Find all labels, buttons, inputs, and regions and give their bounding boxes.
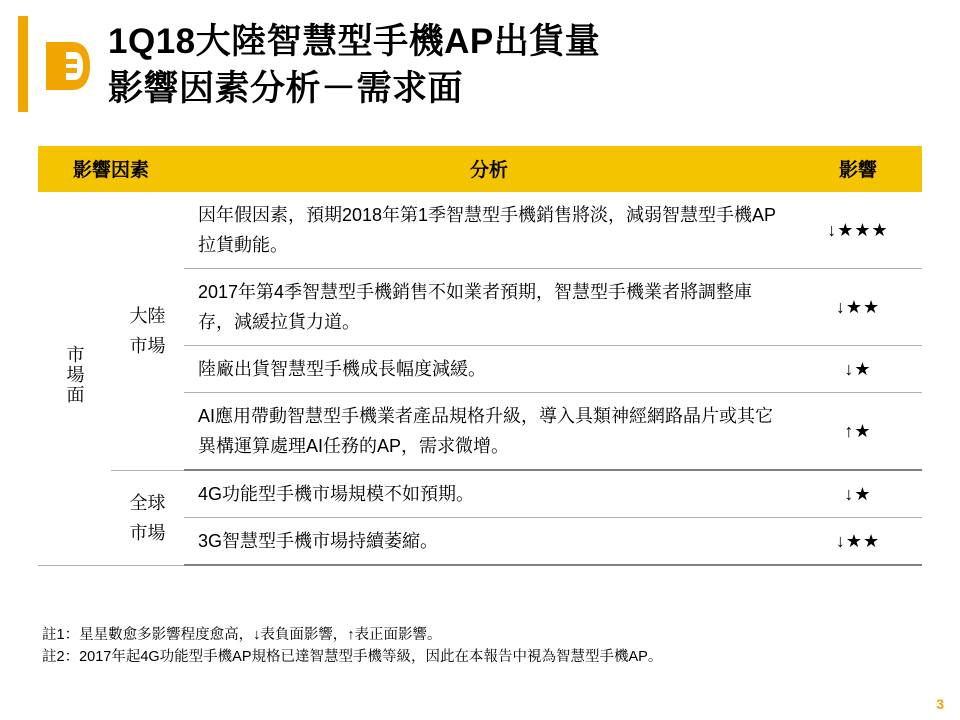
table-header-row bbox=[38, 146, 922, 192]
footnote-2: 註2：2017年起4G功能型手機AP規格已達智慧型手機等級，因此在本報告中視為智慧型手機AP。 bbox=[42, 649, 663, 665]
table-row bbox=[38, 470, 922, 518]
group-outer-label: 市場面 bbox=[38, 192, 111, 565]
footnote-1: 註1：星星數愈多影響程度愈高，↓表負面影響，↑表正面影響。 bbox=[42, 627, 442, 643]
column-header-impact: 影響 bbox=[794, 146, 922, 192]
page-number: 3 bbox=[936, 696, 944, 712]
accent-bar bbox=[18, 16, 28, 112]
title-line-1: 1Q18大陸智慧型手機AP出貨量 bbox=[108, 22, 601, 61]
analysis-text: 2017年第4季智慧型手機銷售不如業者預期，智慧型手機業者將調整庫存，減緩拉貨力道。 bbox=[184, 269, 794, 346]
title-line-2: 影響因素分析－需求面 bbox=[108, 69, 464, 108]
analysis-text: 3G智慧型手機市場持續萎縮。 bbox=[184, 518, 794, 566]
impact-rating: ↓★★ bbox=[794, 518, 922, 566]
analysis-table-wrapper bbox=[38, 146, 922, 566]
impact-rating: ↓★ bbox=[794, 470, 922, 518]
slide-header bbox=[0, 0, 960, 128]
impact-rating: ↓★★ bbox=[794, 269, 922, 346]
impact-rating: ↓★★★ bbox=[794, 192, 922, 269]
group-inner-label-global: 全球 市場 bbox=[111, 470, 184, 565]
page-title bbox=[108, 18, 938, 112]
impact-rating: ↓★ bbox=[794, 346, 922, 393]
impact-rating: ↑★ bbox=[794, 393, 922, 471]
column-header-analysis: 分析 bbox=[184, 146, 794, 192]
analysis-text: 陸廠出貨智慧型手機成長幅度減緩。 bbox=[184, 346, 794, 393]
footnotes bbox=[42, 624, 922, 668]
column-header-factor: 影響因素 bbox=[38, 146, 184, 192]
analysis-table bbox=[38, 146, 922, 566]
analysis-text: 因年假因素，預期2018年第1季智慧型手機銷售將淡，減弱智慧型手機AP拉貨動能。 bbox=[184, 192, 794, 269]
analysis-text: AI應用帶動智慧型手機業者產品規格升級，導入具類神經網路晶片或其它異構運算處理AI任務的AP，需求微增。 bbox=[184, 393, 794, 471]
group-inner-label-china: 大陸 市場 bbox=[111, 192, 184, 470]
table-row bbox=[38, 192, 922, 269]
company-logo-icon bbox=[42, 40, 92, 92]
analysis-text: 4G功能型手機市場規模不如預期。 bbox=[184, 470, 794, 518]
